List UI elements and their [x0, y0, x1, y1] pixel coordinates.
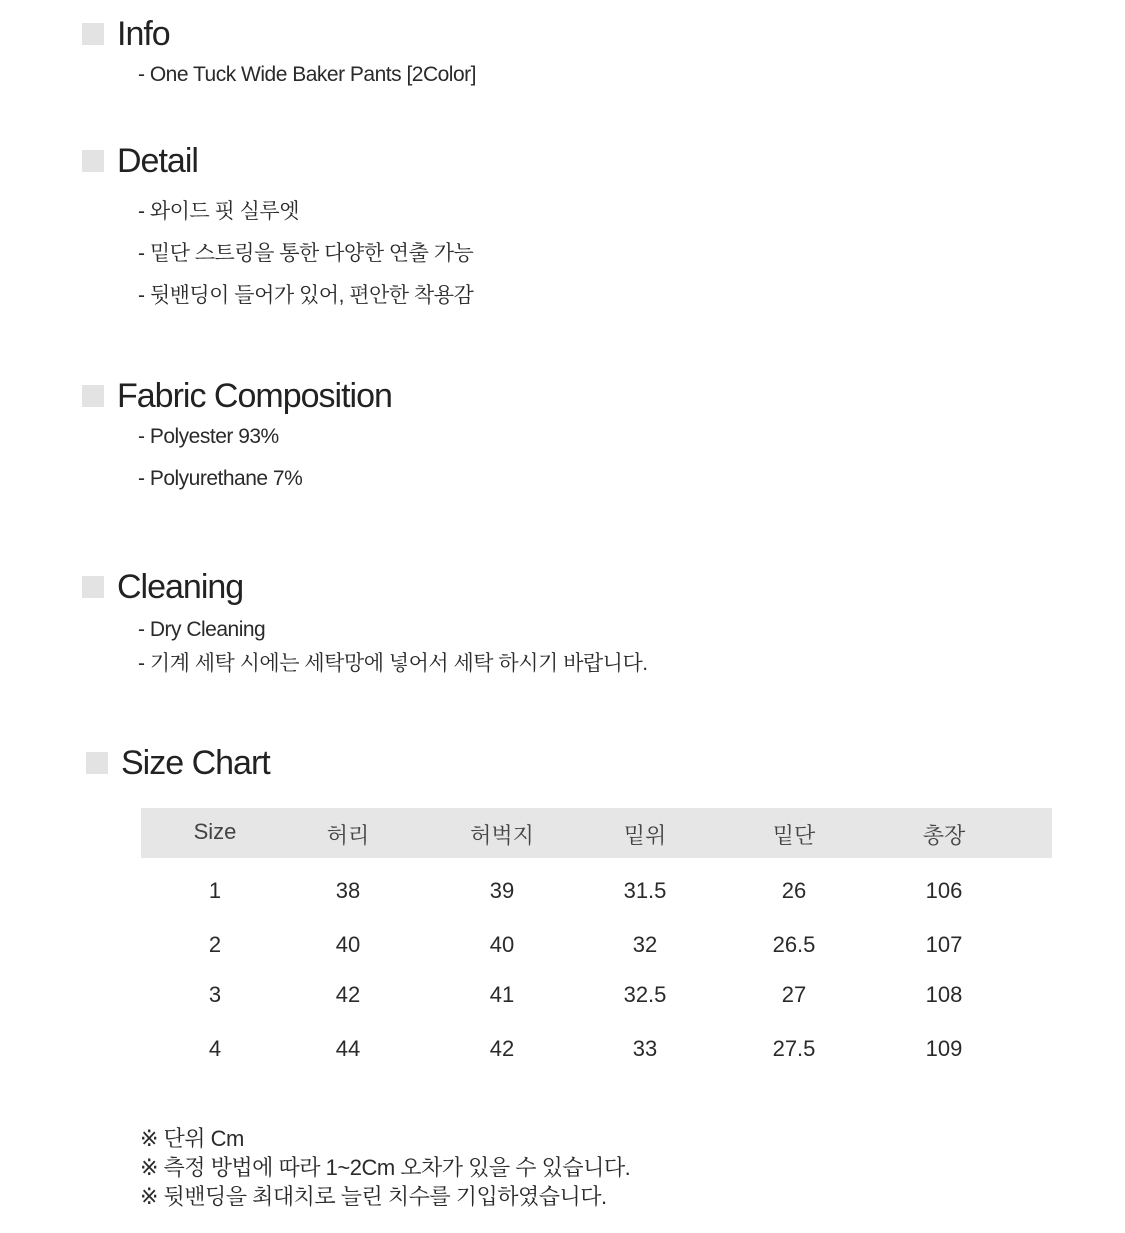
table-cell: 26 [781, 878, 807, 903]
section-title: Cleaning [117, 567, 244, 606]
detail-item: - 밑단 스트링을 통한 다양한 연출 가능 [138, 242, 474, 265]
detail-item: - 와이드 핏 실루엣 [138, 200, 299, 223]
table-cell: 38 [335, 878, 361, 903]
table-cell: 32.5 [623, 982, 667, 1007]
table-row [141, 932, 1052, 962]
cleaning-item: - 기계 세탁 시에는 세탁망에 넣어서 세탁 하시기 바랍니다. [138, 652, 648, 675]
size-notes [140, 1124, 630, 1211]
column-header: 허리 [326, 823, 370, 848]
column-header: 허벅지 [470, 823, 534, 848]
table-cell: 108 [925, 982, 963, 1007]
fabric-item: - Polyurethane 7% [138, 467, 303, 490]
table-cell: 41 [489, 982, 515, 1007]
column-header: 밑위 [623, 823, 667, 848]
info-item: - One Tuck Wide Baker Pants [2Color] [138, 63, 476, 86]
table-cell: 4 [208, 1036, 222, 1061]
cleaning-item: - Dry Cleaning [138, 618, 266, 641]
table-row [141, 1036, 1052, 1066]
table-cell: 40 [335, 932, 361, 957]
table-cell: 31.5 [623, 878, 667, 903]
table-cell: 26.5 [772, 932, 816, 957]
note: ※ 측정 방법에 따라 1~2Cm 오차가 있을 수 있습니다. [140, 1155, 631, 1180]
detail-item: - 뒷밴딩이 들어가 있어, 편안한 착용감 [138, 284, 474, 307]
table-cell: 32 [632, 932, 658, 957]
detail-section [82, 141, 473, 317]
cleaning-section [82, 567, 648, 681]
table-cell: 42 [335, 982, 361, 1007]
table-cell: 106 [925, 878, 963, 903]
table-cell: 44 [335, 1036, 361, 1061]
fabric-item: - Polyester 93% [138, 425, 279, 448]
table-row [141, 982, 1052, 1012]
table-cell: 3 [208, 982, 222, 1007]
table-row [141, 878, 1052, 908]
section-marker-icon [82, 150, 104, 172]
table-cell: 39 [489, 878, 515, 903]
table-cell: 33 [632, 1036, 658, 1061]
table-cell: 27 [781, 982, 807, 1007]
size-chart-section [86, 743, 270, 783]
table-cell: 107 [925, 932, 963, 957]
table-cell: 40 [489, 932, 515, 957]
note: ※ 뒷밴딩을 최대치로 늘린 치수를 기입하였습니다. [140, 1184, 607, 1209]
table-cell: 2 [208, 932, 222, 957]
table-cell: 42 [489, 1036, 515, 1061]
fabric-section [82, 376, 392, 500]
column-header: 밑단 [772, 823, 816, 848]
section-marker-icon [82, 576, 104, 598]
table-cell: 1 [208, 878, 222, 903]
section-title: Fabric Composition [117, 376, 392, 415]
section-title: Detail [117, 141, 198, 180]
section-marker-icon [82, 23, 104, 45]
section-title: Size Chart [121, 743, 270, 782]
section-marker-icon [82, 385, 104, 407]
info-section [82, 14, 476, 96]
column-header: Size [193, 819, 237, 844]
section-marker-icon [86, 752, 108, 774]
table-cell: 109 [925, 1036, 963, 1061]
column-header: 총장 [922, 823, 966, 848]
size-chart-table [141, 808, 1052, 1061]
note: ※ 단위 Cm [140, 1126, 244, 1151]
table-cell: 27.5 [772, 1036, 816, 1061]
table-header [141, 808, 1052, 858]
section-title: Info [117, 14, 170, 53]
